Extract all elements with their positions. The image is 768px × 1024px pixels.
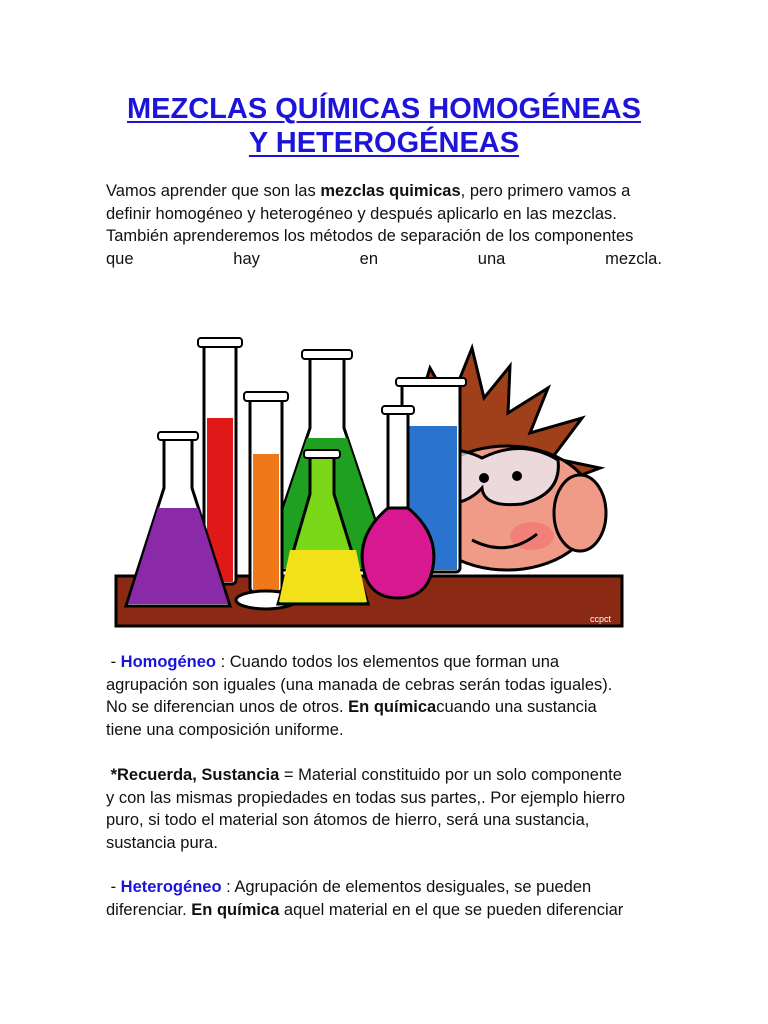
intro-line-2: definir homogéneo y heterogéneo y después aplicarlo en las mezclas.	[106, 204, 617, 223]
dash: -	[106, 878, 121, 896]
intro-word: que	[106, 249, 134, 268]
definition-text: No se diferencian unos de otros.	[106, 698, 349, 717]
term-homogeneo: Homogéneo	[120, 653, 217, 671]
title-line-1: MEZCLAS QUÍMICAS HOMOGÉNEAS	[127, 93, 641, 125]
definition-text: : Cuando todos los elementos que forman una	[216, 653, 560, 671]
intro-paragraph	[106, 180, 662, 270]
definition-text: : Agrupación de elementos desiguales, se pueden	[221, 878, 592, 896]
dash: -	[106, 653, 121, 671]
definition-text: = Material constituido por un solo componente	[279, 766, 622, 784]
intro-bold-term: mezclas quimicas	[320, 182, 461, 200]
definition-text: diferenciar.	[106, 900, 192, 919]
term-heterogeneo: Heterogéneo	[120, 878, 222, 896]
recuerda-line-2: y con las mismas propiedades en todas sus partes,. Por ejemplo hierro	[106, 788, 626, 807]
bold-en-quimica: En química	[348, 698, 437, 717]
recuerda-line-3: puro, si todo el material son átomos de hierro, será una sustancia,	[106, 811, 590, 830]
homogeneo-line-3	[106, 696, 662, 719]
intro-line-1	[106, 180, 662, 203]
intro-word: en	[359, 249, 379, 268]
ear	[554, 475, 606, 551]
bold-en-quimica: En química	[191, 900, 280, 919]
homogeneo-paragraph	[106, 651, 662, 741]
intro-line-3: También aprenderemos los métodos de separación de los componentes	[106, 227, 634, 246]
heterogeneo-line-1	[106, 876, 662, 899]
recuerda-line-1	[106, 764, 662, 787]
heterogeneo-paragraph	[106, 876, 662, 921]
chemistry-illustration	[112, 308, 624, 628]
intro-text: Vamos aprender que son las	[106, 182, 321, 200]
homogeneo-line-1	[106, 651, 662, 674]
homogeneo-line-2: agrupación son iguales (una manada de cebras serán todas iguales).	[106, 675, 613, 694]
recuerda-line-4: sustancia pura.	[106, 833, 218, 852]
eye	[479, 473, 489, 483]
intro-word: una	[477, 249, 506, 268]
intro-word: mezcla.	[605, 249, 662, 268]
heterogeneo-line-2	[106, 899, 662, 922]
title-line-2: Y HETEROGÉNEAS	[248, 127, 520, 159]
eye	[512, 471, 522, 481]
bold-recuerda: *Recuerda, Sustancia	[106, 766, 280, 784]
illustration-credit: ccpct	[590, 614, 612, 624]
intro-word: hay	[233, 249, 260, 268]
homogeneo-line-4: tiene una composición uniforme.	[106, 720, 344, 739]
page-title	[90, 92, 678, 160]
definition-text: cuando una sustancia	[436, 698, 597, 717]
definition-text: aquel material en el que se pueden diferenciar	[279, 900, 624, 919]
intro-text: , pero primero vamos a	[460, 182, 631, 200]
recuerda-paragraph	[106, 764, 662, 854]
intro-line-4	[106, 248, 662, 271]
